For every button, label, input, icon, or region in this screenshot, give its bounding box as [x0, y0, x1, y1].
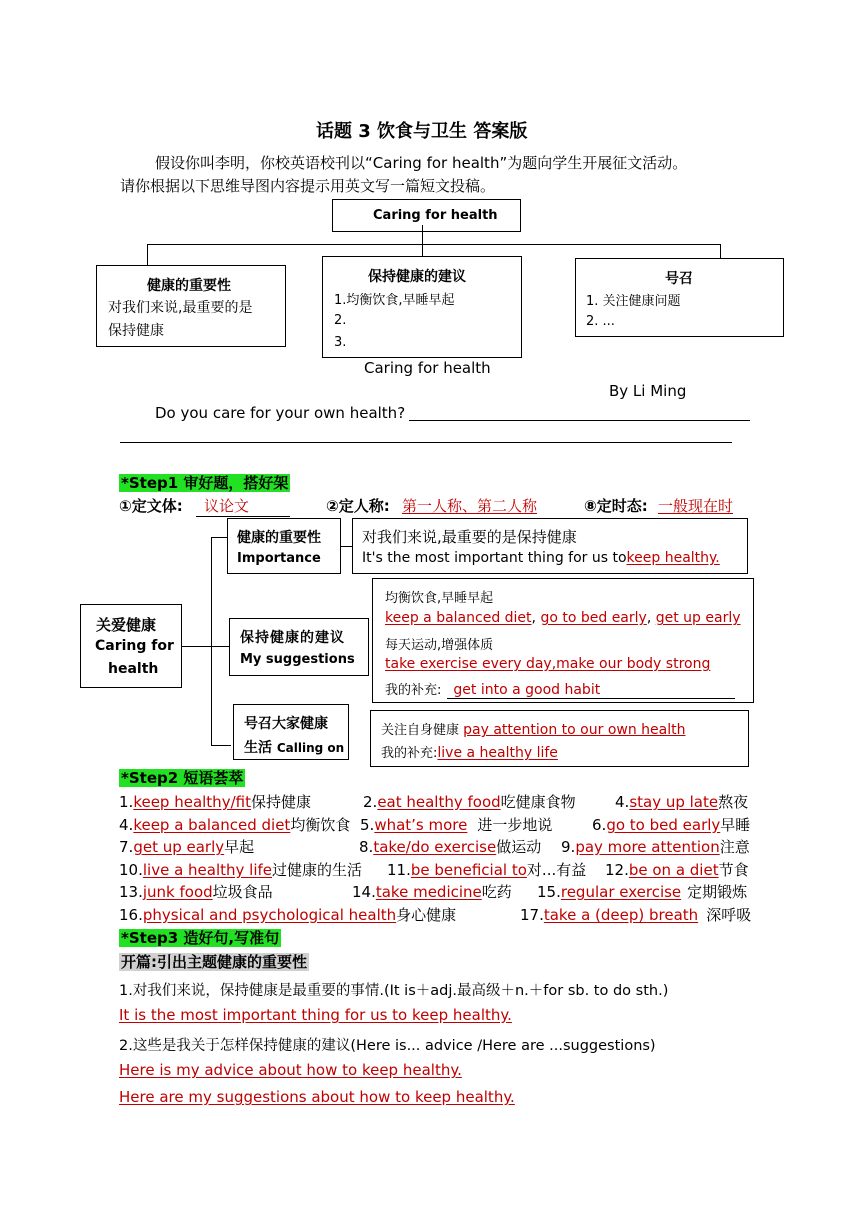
detail-en-text: It's the most important thing for us to [362, 550, 627, 566]
supplement-answer: get into a good habit [453, 682, 601, 698]
mindmap1-right-item: 2. ... [586, 314, 615, 329]
mindmap1-left-text: 对我们来说,最重要的是 [108, 300, 253, 316]
blank-line [120, 442, 732, 443]
supplement-label: 我的补充: [381, 746, 438, 761]
detail-cn: 均衡饮食,早睡早起 [385, 591, 494, 606]
phrase-item [119, 814, 350, 835]
step2-label [119, 767, 245, 788]
step1-tense-label: ⑧定时态: [584, 497, 648, 515]
phrase-text: 11. [387, 861, 411, 879]
phrase-item [352, 881, 512, 902]
detail-answer: keep healthy. [626, 550, 720, 566]
phrase-text: 垃圾食品 [212, 883, 273, 901]
detail-line [381, 719, 685, 738]
detail-cn: 对我们来说,最重要的是保持健康 [362, 528, 577, 546]
mindmap2-root [80, 604, 182, 688]
phrase-item [592, 814, 750, 835]
phrase-text: 定期锻炼 [687, 883, 748, 901]
mindmap2-suggestions-detail [372, 578, 754, 703]
question-1: 1.对我们来说，保持健康是最重要的事情.(It is＋adj.最高级＋n.＋for sb. to do sth.) [119, 983, 669, 999]
phrase-text: 早起 [224, 838, 255, 856]
mindmap1-root [332, 199, 521, 232]
step3-label [119, 927, 281, 948]
phrase-text: 16. [119, 906, 143, 924]
answer: take exercise every day,make our body strong [385, 656, 711, 672]
mindmap1-right-box [575, 258, 784, 337]
phrase-text: 深呼吸 [706, 906, 752, 924]
mindmap1-mid-item: 3. [334, 335, 347, 350]
connector [211, 646, 229, 647]
phrase-text: 1. [119, 793, 134, 811]
phrase-text: 过健康的生活 [272, 861, 363, 879]
phrase-text: be beneficial to [410, 861, 527, 879]
mindmap1-right-title: 号召 [665, 271, 693, 287]
mindmap2-branch-suggestions [229, 618, 369, 676]
phrase-item [387, 859, 586, 880]
phrase-text: 13. [119, 883, 143, 901]
answer: pay attention to our own health [463, 722, 686, 738]
phrase-text: take medicine [375, 883, 482, 901]
phrase-text: stay up late [629, 793, 719, 811]
mindmap2-branch-importance [227, 518, 341, 574]
mindmap2-root-en: Caring for [95, 638, 174, 654]
supplement [381, 742, 558, 761]
phrase-text: be on a diet [628, 861, 719, 879]
mindmap2-importance-detail [352, 518, 748, 574]
connector [147, 244, 721, 245]
phrase-text: keep a balanced diet [133, 816, 291, 834]
mindmap1-right-item: 1. 关注健康问题 [586, 294, 681, 309]
branch-en: Importance [237, 551, 321, 566]
answer-2a: Here is my advice about how to keep healthy. [119, 1061, 462, 1079]
phrase-text: 9. [561, 838, 576, 856]
branch-cn: 号召大家健康 [244, 716, 328, 732]
phrase-text: eat healthy food [377, 793, 501, 811]
opening-label [119, 951, 309, 972]
branch-cn-en [244, 737, 344, 757]
mindmap1-mid-item: 1.均衡饮食,早睡早起 [334, 293, 455, 308]
phrase-text: 12. [605, 861, 629, 879]
phrase-item [615, 791, 748, 812]
phrase-text: physical and psychological health [142, 906, 397, 924]
phrase-text: 15. [537, 883, 561, 901]
branch-cn2: 生活 [244, 740, 272, 756]
answer: keep a balanced diet [385, 610, 532, 626]
detail-answers: keep a balanced diet, go to bed early, get up early [385, 610, 741, 626]
answer-1: It is the most important thing for us to keep healthy. [119, 1006, 512, 1024]
supplement-label: 我的补充: [385, 683, 442, 698]
phrase-item [359, 836, 541, 857]
step1-person-label: ②定人称: [326, 497, 390, 515]
step1-genre-label: ①定文体: [119, 497, 183, 515]
phrase-text: 保持健康 [250, 793, 311, 811]
essay-first-line: Do you care for your own health? [155, 404, 406, 422]
step1-genre-value [196, 495, 290, 517]
phrase-text: 2. [363, 793, 378, 811]
step1-heading: *Step1 审好题，搭好架 [121, 474, 289, 492]
phrase-text: 8. [359, 838, 374, 856]
phrase-text: 4. [119, 816, 134, 834]
phrase-item [119, 836, 254, 857]
blank-line [409, 420, 750, 421]
phrase-text: take a (deep) breath [543, 906, 699, 924]
supplement [385, 679, 735, 699]
branch-cn: 保持健康的建议 [240, 630, 345, 646]
phrase-text: 17. [520, 906, 544, 924]
phrase-item [119, 881, 273, 902]
branch-en: Calling on [276, 741, 345, 755]
connector [211, 537, 212, 746]
detail-cn: 关注自身健康 [381, 723, 460, 738]
phrase-text: 吃健康食物 [500, 793, 576, 811]
phrase-text: live a healthy life [142, 861, 272, 879]
phrase-item [360, 814, 552, 835]
mindmap2-calling-detail [370, 710, 749, 767]
mindmap2-branch-calling [233, 704, 349, 760]
phrase-text: keep healthy/fit [133, 793, 251, 811]
phrase-text: 注意 [719, 838, 750, 856]
connector [147, 244, 148, 266]
phrase-text: 7. [119, 838, 134, 856]
phrase-text: 对...有益 [526, 861, 587, 879]
phrase-item [119, 791, 311, 812]
phrase-item [520, 904, 751, 925]
mindmap2-root-cn: 关爱健康 [96, 616, 157, 634]
phrase-text: 6. [592, 816, 607, 834]
answer: go to bed early [540, 610, 647, 626]
detail-en [362, 550, 720, 566]
phrase-text: 14. [352, 883, 376, 901]
phrase-item [363, 791, 576, 812]
phrase-text: regular exercise [560, 883, 682, 901]
mindmap2-root-en: health [108, 661, 159, 677]
phrase-item [119, 904, 456, 925]
intro-line-1: 假设你叫李明，你校英语校刊以“Caring for health”为题向学生开展征文活动。 [155, 154, 688, 172]
step1-person-value: 第一人称、第二人称 [402, 497, 538, 515]
phrase-text: get up early [133, 838, 225, 856]
phrase-text: 4. [615, 793, 630, 811]
phrase-text: 进一步地说 [477, 816, 553, 834]
phrase-text: go to bed early [606, 816, 721, 834]
essay-title: Caring for health [364, 359, 491, 377]
step3-heading: *Step3 造好句,写准句 [121, 929, 280, 947]
phrase-text: 吃药 [481, 883, 512, 901]
connector [211, 745, 231, 746]
step1-genre-text: 议论文 [204, 497, 250, 515]
phrase-text: what’s more [374, 816, 468, 834]
answer-2b: Here are my suggestions about how to keep healthy. [119, 1088, 515, 1106]
phrase-text: take/do exercise [373, 838, 497, 856]
branch-en: My suggestions [240, 652, 355, 667]
opening-heading: 开篇:引出主题健康的重要性 [121, 953, 307, 971]
phrase-text: 早睡 [720, 816, 751, 834]
phrase-text: pay more attention [575, 838, 720, 856]
question-2: 2.这些是我关于怎样保持健康的建议(Here is... advice /Here are ...suggestions) [119, 1038, 656, 1054]
mindmap1-mid-item: 2. [334, 313, 347, 328]
mindmap1-left-text: 保持健康 [108, 323, 164, 339]
step1-label [119, 472, 290, 493]
phrase-text: 做运动 [496, 838, 542, 856]
mindmap1-root-label: Caring for health [373, 208, 498, 223]
branch-cn: 健康的重要性 [237, 530, 321, 546]
mindmap1-left-title: 健康的重要性 [147, 278, 231, 294]
mindmap1-left-box [96, 265, 286, 347]
page-title: 话题 3 饮食与卫生 答案版 [316, 121, 528, 142]
phrase-item [561, 836, 750, 857]
phrase-item [605, 859, 749, 880]
intro-line-2: 请你根据以下思维导图内容提示用英文写一篇短文投稿。 [120, 177, 496, 195]
phrase-item [537, 881, 747, 902]
supplement-blank [447, 682, 735, 699]
phrase-text: 节食 [718, 861, 749, 879]
phrase-text: 均衡饮食 [290, 816, 351, 834]
answer: get up early [655, 610, 741, 626]
phrase-text: 5. [360, 816, 375, 834]
detail-cn: 每天运动,增强体质 [385, 638, 494, 653]
phrase-text: 熬夜 [718, 793, 749, 811]
step2-heading: *Step2 短语荟萃 [121, 769, 244, 787]
mindmap1-mid-title: 保持健康的建议 [368, 269, 466, 285]
essay-byline: By Li Ming [609, 382, 687, 400]
phrase-item [119, 859, 362, 880]
connector [182, 646, 212, 647]
mindmap1-mid-box [322, 256, 522, 358]
supplement-answer: live a healthy life [437, 745, 558, 761]
phrase-text: 身心健康 [396, 906, 457, 924]
phrase-text: junk food [142, 883, 213, 901]
step1-tense-value: 一般现在时 [658, 497, 734, 515]
phrase-text: 10. [119, 861, 143, 879]
